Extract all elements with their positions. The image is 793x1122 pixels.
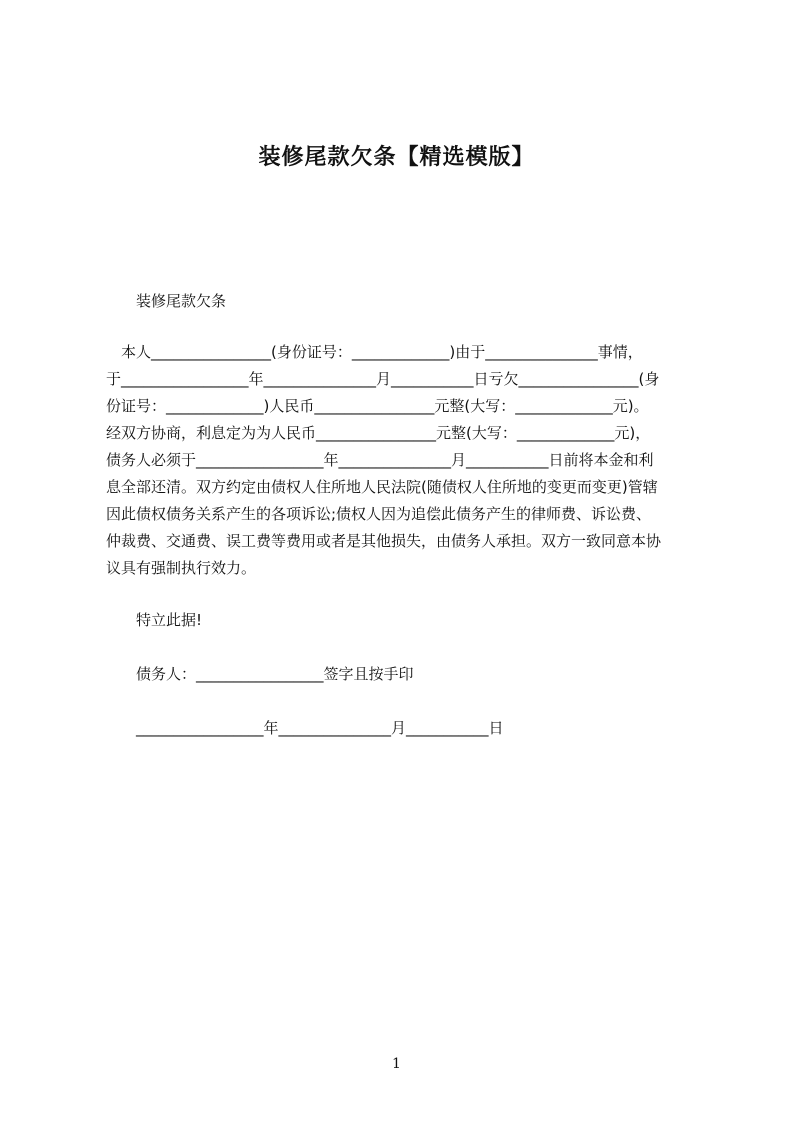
page-number: 1: [392, 1056, 401, 1072]
body-line: 本人________________(身份证号：_____________)由于_______________事情，: [106, 343, 643, 361]
document-title: 装修尾款欠条【精选模版】: [258, 145, 535, 170]
document-subtitle: 装修尾款欠条: [136, 292, 227, 310]
body-line: 于_________________年_______________月___________日亏欠________________(身: [106, 370, 660, 388]
closing-statement: 特立此据!: [136, 611, 203, 629]
body-line: 经双方协商，利息定为为人民币________________元整(大写：_____________元)，: [106, 424, 651, 442]
body-line: 债务人必须于_________________年_______________月___________日前将本金和利: [106, 451, 654, 469]
body-line: 份证号：_____________)人民币________________元整(大写：_____________元)。: [106, 397, 649, 415]
signing-date-line: _________________年_______________月___________日: [136, 719, 504, 737]
agreement-body: [106, 342, 696, 582]
body-line: 因此债权债务关系产生的各项诉讼;债权人因为追偿此债务产生的律师费、诉讼费、: [106, 505, 652, 523]
body-line: 仲裁费、交通费、误工费等费用或者是其他损失，由债务人承担。双方一致同意本协: [106, 532, 662, 550]
debtor-signature-line: 债务人：_________________签字且按手印: [136, 665, 414, 683]
body-line: 息全部还清。双方约定由债权人住所地人民法院(随债权人住所地的变更而变更)管辖: [106, 478, 658, 496]
body-line: 议具有强制执行效力。: [106, 559, 257, 577]
